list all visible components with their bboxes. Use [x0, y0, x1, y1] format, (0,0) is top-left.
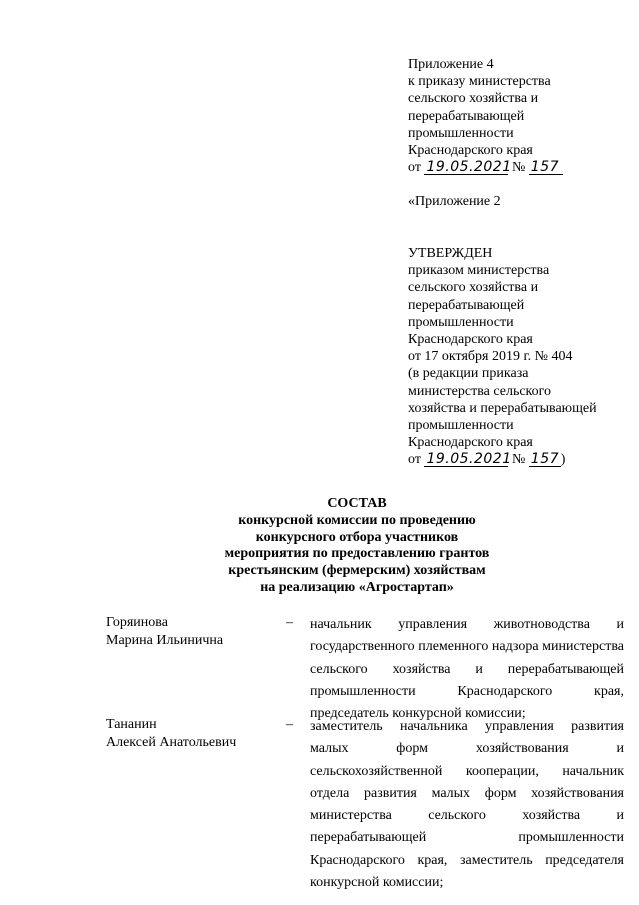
appendix-4-line: Приложение 4	[408, 57, 494, 72]
appendix-4-line: к приказу министерства	[408, 74, 551, 90]
appendix-4-line: промышленности	[408, 125, 514, 141]
approved-line: (в редакции приказа	[408, 366, 529, 382]
member-name	[106, 614, 286, 650]
appendix-2-block	[408, 193, 636, 210]
approved-line: перерабатывающей	[408, 297, 525, 313]
approved-block	[408, 245, 636, 469]
date-prefix: от	[408, 160, 421, 176]
approved-line: министерства сельского	[408, 383, 552, 399]
approved-line: УТВЕРЖДЕН	[408, 246, 493, 261]
appendix-2-title: «Приложение 2	[408, 194, 501, 209]
approved-line: приказом министерства	[408, 263, 550, 279]
member-name	[106, 716, 286, 752]
title-line: СОСТАВ	[327, 496, 387, 511]
approved-line: Краснодарского края	[408, 332, 533, 348]
appendix-4-date-line	[408, 159, 636, 176]
handwritten-number: 157	[530, 451, 560, 468]
member-surname: Тананин	[106, 717, 157, 732]
title-line: конкурсного отбора участников	[255, 529, 459, 545]
date-prefix: от	[408, 452, 421, 468]
handwritten-date: 19.05.2021	[426, 451, 512, 468]
approved-date-line	[408, 451, 636, 468]
closing-paren: )	[560, 452, 566, 468]
approved-line: хозяйства и перерабатывающей	[408, 400, 597, 416]
document-title	[150, 496, 564, 597]
member-given-name: Марина Ильинична	[106, 633, 224, 648]
title-line: конкурсной комиссии по проведению	[238, 512, 476, 528]
member-surname: Горяинова	[106, 615, 168, 630]
title-line: крестьянским (фермерским) хозяйствам	[228, 563, 486, 579]
member-role: начальник управления животноводства и государственного племенного надзора министерства сельского хозяйства и перерабатывающей промышленности Краснодарского края, председатель конкурсной комиссии;	[310, 617, 624, 722]
approved-line: сельского хозяйства и	[408, 280, 539, 296]
number-sign: №	[511, 160, 526, 176]
member-role: заместитель начальника управления развития малых форм хозяйствования и сельскохозяйственной кооперации, начальник отдела развития малых форм хозяйствования министерства сельского хозяйства и перерабатывающей промышленности Краснодарского края, заместитель председателя конкурсной комиссии;	[310, 719, 624, 891]
appendix-4-line: перерабатывающей	[408, 108, 525, 124]
handwritten-number: 157	[529, 160, 563, 175]
appendix-4-line: Краснодарского края	[408, 143, 533, 159]
member-dash: –	[286, 615, 293, 630]
member-dash: –	[286, 717, 293, 732]
number-sign: №	[511, 452, 526, 468]
member-given-name: Алексей Анатольевич	[106, 735, 237, 750]
handwritten-date: 19.05.2021	[426, 159, 512, 176]
title-line: мероприятия по предоставлению грантов	[224, 546, 490, 562]
approved-line: промышленности	[408, 314, 514, 330]
appendix-4-block	[408, 56, 636, 176]
approved-line: от 17 октября 2019 г. № 404	[408, 349, 573, 365]
appendix-4-line: сельского хозяйства и	[408, 91, 539, 107]
approved-line: промышленности	[408, 418, 514, 434]
approved-line: Краснодарского края	[408, 435, 533, 451]
title-line: на реализацию «Агростартап»	[260, 579, 454, 595]
